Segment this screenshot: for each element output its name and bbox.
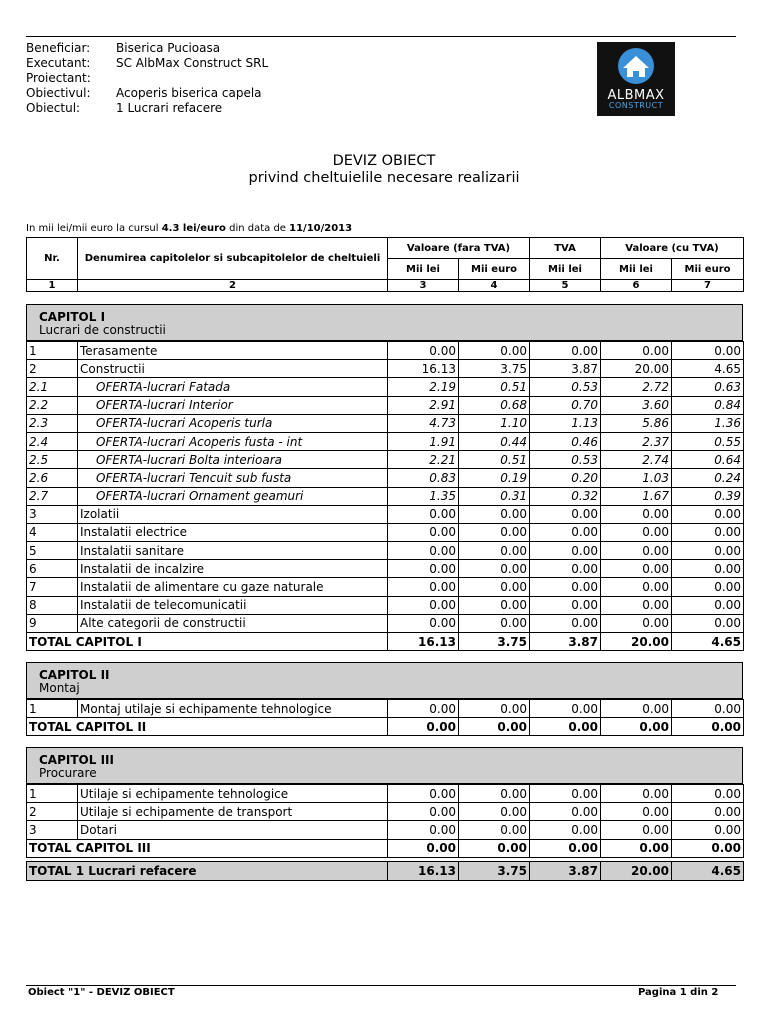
chapter-title: CAPITOL II: [39, 668, 110, 682]
row-value: 0.00: [672, 523, 744, 541]
row-value: 0.00: [459, 342, 530, 360]
table-row: [27, 523, 744, 541]
info-label: Beneficiar:: [26, 41, 91, 55]
row-value: 0.00: [388, 342, 459, 360]
row-value: 0.31: [459, 487, 530, 505]
chapter-table: [26, 699, 744, 736]
chapter-header: [26, 304, 743, 341]
grand-total-value: 3.75: [459, 862, 530, 881]
info-value: SC AlbMax Construct SRL: [116, 56, 269, 70]
row-value: 0.83: [388, 469, 459, 487]
row-value: 0.55: [672, 432, 744, 450]
row-value: 0.00: [388, 596, 459, 614]
info-label: Proiectant:: [26, 71, 91, 85]
row-value: 0.00: [601, 596, 672, 614]
table-row: [27, 505, 744, 523]
chapter-total-row: [27, 718, 744, 736]
info-row: [26, 56, 268, 71]
row-value: 0.19: [459, 469, 530, 487]
row-value: 0.00: [672, 578, 744, 596]
header-val-no-tva: Valoare (fara TVA): [388, 238, 530, 259]
grand-total-value: 20.00: [601, 862, 672, 881]
table-row: [27, 469, 744, 487]
chapter-header: [26, 747, 743, 784]
row-name: Montaj utilaje si echipamente tehnologice: [78, 700, 388, 718]
table-row: [27, 596, 744, 614]
logo-sub: CONSTRUCT: [608, 101, 664, 110]
col-number: 5: [530, 280, 601, 292]
header-mii-lei: Mii lei: [601, 259, 672, 280]
row-nr: 1: [27, 342, 78, 360]
row-value: 0.70: [530, 396, 601, 414]
row-value: 0.20: [530, 469, 601, 487]
row-value: 0.00: [672, 596, 744, 614]
rate-value: 4.3 lei/euro: [161, 223, 226, 234]
header-mii-lei: Mii lei: [388, 259, 459, 280]
row-value: 2.19: [388, 378, 459, 396]
row-value: 0.00: [601, 342, 672, 360]
row-nr: 4: [27, 523, 78, 541]
row-nr: 3: [27, 821, 78, 839]
row-value: 0.00: [459, 785, 530, 803]
chapter-total-label: TOTAL CAPITOL III: [27, 839, 388, 857]
header-row: [27, 238, 744, 259]
chapter-total-value: 0.00: [601, 839, 672, 857]
footer-object-label: Obiect "1" - DEVIZ OBIECT: [28, 987, 175, 998]
row-value: 20.00: [601, 360, 672, 378]
row-value: 0.00: [388, 523, 459, 541]
rate-mid: din data de: [225, 223, 290, 234]
row-name: Instalatii de alimentare cu gaze naturale: [78, 578, 388, 596]
row-nr: 1: [27, 785, 78, 803]
chapter-total-value: 0.00: [388, 839, 459, 857]
info-label: Executant:: [26, 56, 91, 70]
row-nr: 2.1: [27, 378, 78, 396]
chapter-total-value: 0.00: [459, 839, 530, 857]
table-row: [27, 821, 744, 839]
row-name: OFERTA-lucrari Fatada: [78, 378, 388, 396]
row-nr: 1: [27, 700, 78, 718]
row-value: 3.60: [601, 396, 672, 414]
chapter-total-value: 16.13: [388, 633, 459, 651]
row-name: Instalatii sanitare: [78, 542, 388, 560]
row-nr: 6: [27, 560, 78, 578]
chapter-title: CAPITOL III: [39, 753, 114, 767]
row-value: 0.00: [530, 542, 601, 560]
row-value: 0.63: [672, 378, 744, 396]
row-value: 16.13: [388, 360, 459, 378]
row-name: Terasamente: [78, 342, 388, 360]
exchange-rate-line: [26, 223, 352, 234]
table-row: [27, 451, 744, 469]
row-value: 1.36: [672, 414, 744, 432]
grand-total-row: [27, 862, 744, 881]
row-value: 0.00: [672, 700, 744, 718]
row-value: 0.00: [530, 785, 601, 803]
chapter-total-value: 0.00: [672, 839, 744, 857]
row-value: 0.00: [601, 523, 672, 541]
column-number-row: [27, 280, 744, 292]
row-value: 0.00: [601, 505, 672, 523]
row-value: 2.21: [388, 451, 459, 469]
row-name: OFERTA-lucrari Ornament geamuri: [78, 487, 388, 505]
row-nr: 2: [27, 360, 78, 378]
grand-total-label: TOTAL 1 Lucrari refacere: [27, 862, 388, 881]
row-name: OFERTA-lucrari Bolta interioara: [78, 451, 388, 469]
row-value: 4.73: [388, 414, 459, 432]
grand-total-value: 4.65: [672, 862, 744, 881]
info-label: Obiectivul:: [26, 86, 91, 100]
row-value: 0.84: [672, 396, 744, 414]
chapter-subtitle: Montaj: [39, 681, 80, 695]
grand-total-value: 16.13: [388, 862, 459, 881]
row-value: 0.00: [459, 523, 530, 541]
info-row: [26, 86, 268, 101]
footer-page-number: Pagina 1 din 2: [638, 987, 719, 998]
row-name: Instalatii de telecomunicatii: [78, 596, 388, 614]
row-value: 0.00: [459, 542, 530, 560]
row-nr: 2: [27, 803, 78, 821]
table-row: [27, 414, 744, 432]
row-value: 0.00: [530, 505, 601, 523]
table-row: [27, 785, 744, 803]
row-value: 0.44: [459, 432, 530, 450]
row-value: 0.51: [459, 451, 530, 469]
title-line-2: privind cheltuielile necesare realizarii: [248, 170, 520, 186]
row-name: Instalatii de incalzire: [78, 560, 388, 578]
row-nr: 5: [27, 542, 78, 560]
row-value: 0.00: [530, 342, 601, 360]
top-rule: [26, 36, 736, 37]
row-name: Izolatii: [78, 505, 388, 523]
row-value: 0.00: [530, 523, 601, 541]
row-value: 0.00: [388, 803, 459, 821]
col-number: 3: [388, 280, 459, 292]
chapter-total-value: 0.00: [601, 718, 672, 736]
row-value: 0.00: [388, 505, 459, 523]
row-value: 0.00: [601, 700, 672, 718]
row-value: 3.75: [459, 360, 530, 378]
row-value: 0.00: [459, 803, 530, 821]
table-row: [27, 396, 744, 414]
col-number: 2: [78, 280, 388, 292]
row-value: 0.00: [388, 614, 459, 632]
col-number: 1: [27, 280, 78, 292]
row-value: 0.00: [601, 560, 672, 578]
chapter-subtitle: Lucrari de constructii: [39, 323, 166, 337]
row-value: 2.91: [388, 396, 459, 414]
chapter-total-row: [27, 839, 744, 857]
info-row: [26, 101, 268, 116]
table-row: [27, 360, 744, 378]
row-value: 0.00: [601, 803, 672, 821]
table-row: [27, 803, 744, 821]
row-value: 0.00: [459, 821, 530, 839]
row-name: Alte categorii de constructii: [78, 614, 388, 632]
table-row: [27, 578, 744, 596]
chapter-total-value: 3.75: [459, 633, 530, 651]
row-value: 0.00: [530, 821, 601, 839]
table-row: [27, 560, 744, 578]
row-value: 0.00: [530, 803, 601, 821]
chapter-total-value: 0.00: [672, 718, 744, 736]
row-value: 0.00: [601, 614, 672, 632]
chapter-total-value: 0.00: [459, 718, 530, 736]
row-value: 2.74: [601, 451, 672, 469]
table-row: [27, 378, 744, 396]
row-value: 0.00: [601, 542, 672, 560]
header-tva: TVA: [530, 238, 601, 259]
row-nr: 2.7: [27, 487, 78, 505]
table-row: [27, 432, 744, 450]
header-name: Denumirea capitolelor si subcapitolelor de cheltuieli: [78, 238, 388, 280]
info-value: Acoperis biserica capela: [116, 86, 262, 100]
logo-name: ALBMAX: [607, 88, 665, 103]
row-value: 0.00: [530, 700, 601, 718]
chapter-total-value: 4.65: [672, 633, 744, 651]
row-value: 0.00: [459, 578, 530, 596]
row-value: 0.00: [459, 700, 530, 718]
info-value: Biserica Pucioasa: [116, 41, 221, 55]
row-value: 0.53: [530, 378, 601, 396]
rate-prefix: In mii lei/mii euro la cursul: [26, 223, 162, 234]
col-number: 7: [672, 280, 744, 292]
document-title: [0, 153, 768, 187]
row-value: 0.39: [672, 487, 744, 505]
row-nr: 3: [27, 505, 78, 523]
row-name: Dotari: [78, 821, 388, 839]
row-value: 0.64: [672, 451, 744, 469]
row-nr: 7: [27, 578, 78, 596]
row-nr: 2.6: [27, 469, 78, 487]
row-value: 0.00: [530, 614, 601, 632]
chapter-table: [26, 784, 744, 858]
info-label: Obiectul:: [26, 101, 81, 115]
row-value: 0.00: [672, 785, 744, 803]
row-value: 1.67: [601, 487, 672, 505]
row-value: 1.91: [388, 432, 459, 450]
info-row: [26, 71, 268, 86]
footer-rule: [26, 985, 736, 986]
row-value: 1.35: [388, 487, 459, 505]
row-value: 2.72: [601, 378, 672, 396]
chapter-header: [26, 662, 743, 699]
row-nr: 2.5: [27, 451, 78, 469]
row-name: Instalatii electrice: [78, 523, 388, 541]
chapter-total-value: 0.00: [530, 718, 601, 736]
chapter-total-value: 0.00: [530, 839, 601, 857]
header-val-tva: Valoare (cu TVA): [601, 238, 744, 259]
chapter-title: CAPITOL I: [39, 310, 106, 324]
row-name: OFERTA-lucrari Acoperis fusta - int: [78, 432, 388, 450]
row-value: 1.03: [601, 469, 672, 487]
title-line-1: DEVIZ OBIECT: [332, 153, 436, 169]
row-value: 0.00: [459, 596, 530, 614]
row-nr: 2.3: [27, 414, 78, 432]
table-row: [27, 342, 744, 360]
row-value: 0.00: [530, 578, 601, 596]
chapter-total-value: 0.00: [388, 718, 459, 736]
row-value: 0.53: [530, 451, 601, 469]
header-mii-euro: Mii euro: [459, 259, 530, 280]
row-value: 0.00: [601, 821, 672, 839]
grand-total-value: 3.87: [530, 862, 601, 881]
row-value: 0.00: [601, 578, 672, 596]
row-value: 0.00: [601, 785, 672, 803]
table-row: [27, 487, 744, 505]
row-nr: 8: [27, 596, 78, 614]
row-value: 0.00: [672, 803, 744, 821]
row-value: 0.00: [672, 505, 744, 523]
row-value: 0.00: [459, 560, 530, 578]
row-value: 0.00: [672, 542, 744, 560]
row-value: 0.00: [672, 560, 744, 578]
col-number: 4: [459, 280, 530, 292]
row-name: Utilaje si echipamente tehnologice: [78, 785, 388, 803]
header-mii-euro: Mii euro: [672, 259, 744, 280]
table-row: [27, 614, 744, 632]
row-value: 0.00: [672, 614, 744, 632]
header-table: [26, 237, 744, 292]
col-number: 6: [601, 280, 672, 292]
row-value: 0.00: [388, 700, 459, 718]
row-nr: 2.4: [27, 432, 78, 450]
row-value: 4.65: [672, 360, 744, 378]
row-value: 0.51: [459, 378, 530, 396]
row-value: 0.24: [672, 469, 744, 487]
row-value: 2.37: [601, 432, 672, 450]
row-value: 0.00: [672, 821, 744, 839]
project-info: [26, 41, 268, 116]
rate-date: 11/10/2013: [289, 223, 353, 234]
table-row: [27, 542, 744, 560]
row-name: OFERTA-lucrari Interior: [78, 396, 388, 414]
row-name: OFERTA-lucrari Tencuit sub fusta: [78, 469, 388, 487]
row-value: 0.00: [672, 342, 744, 360]
row-value: 0.00: [388, 542, 459, 560]
chapter-total-value: 20.00: [601, 633, 672, 651]
row-value: 0.32: [530, 487, 601, 505]
row-value: 3.87: [530, 360, 601, 378]
row-name: Utilaje si echipamente de transport: [78, 803, 388, 821]
row-value: 0.00: [388, 560, 459, 578]
row-value: 0.00: [530, 560, 601, 578]
row-value: 0.00: [388, 785, 459, 803]
info-row: [26, 41, 268, 56]
grand-total-table: [26, 861, 744, 881]
row-name: OFERTA-lucrari Acoperis turla: [78, 414, 388, 432]
row-value: 0.00: [459, 614, 530, 632]
house-icon: [614, 46, 658, 86]
row-value: 5.86: [601, 414, 672, 432]
header-mii-lei: Mii lei: [530, 259, 601, 280]
row-value: 0.00: [530, 596, 601, 614]
table-row: [27, 700, 744, 718]
row-value: 0.00: [388, 578, 459, 596]
row-value: 0.00: [388, 821, 459, 839]
row-value: 1.13: [530, 414, 601, 432]
chapter-total-label: TOTAL CAPITOL I: [27, 633, 388, 651]
header-nr: Nr.: [27, 238, 78, 280]
chapter-total-row: [27, 633, 744, 651]
chapter-total-label: TOTAL CAPITOL II: [27, 718, 388, 736]
row-nr: 2.2: [27, 396, 78, 414]
row-value: 0.68: [459, 396, 530, 414]
row-name: Constructii: [78, 360, 388, 378]
chapter-subtitle: Procurare: [39, 766, 97, 780]
row-value: 0.00: [459, 505, 530, 523]
chapter-total-value: 3.87: [530, 633, 601, 651]
info-value: 1 Lucrari refacere: [116, 101, 223, 115]
albmax-logo: [597, 42, 675, 116]
row-value: 1.10: [459, 414, 530, 432]
row-nr: 9: [27, 614, 78, 632]
row-value: 0.46: [530, 432, 601, 450]
chapter-table: [26, 341, 744, 651]
